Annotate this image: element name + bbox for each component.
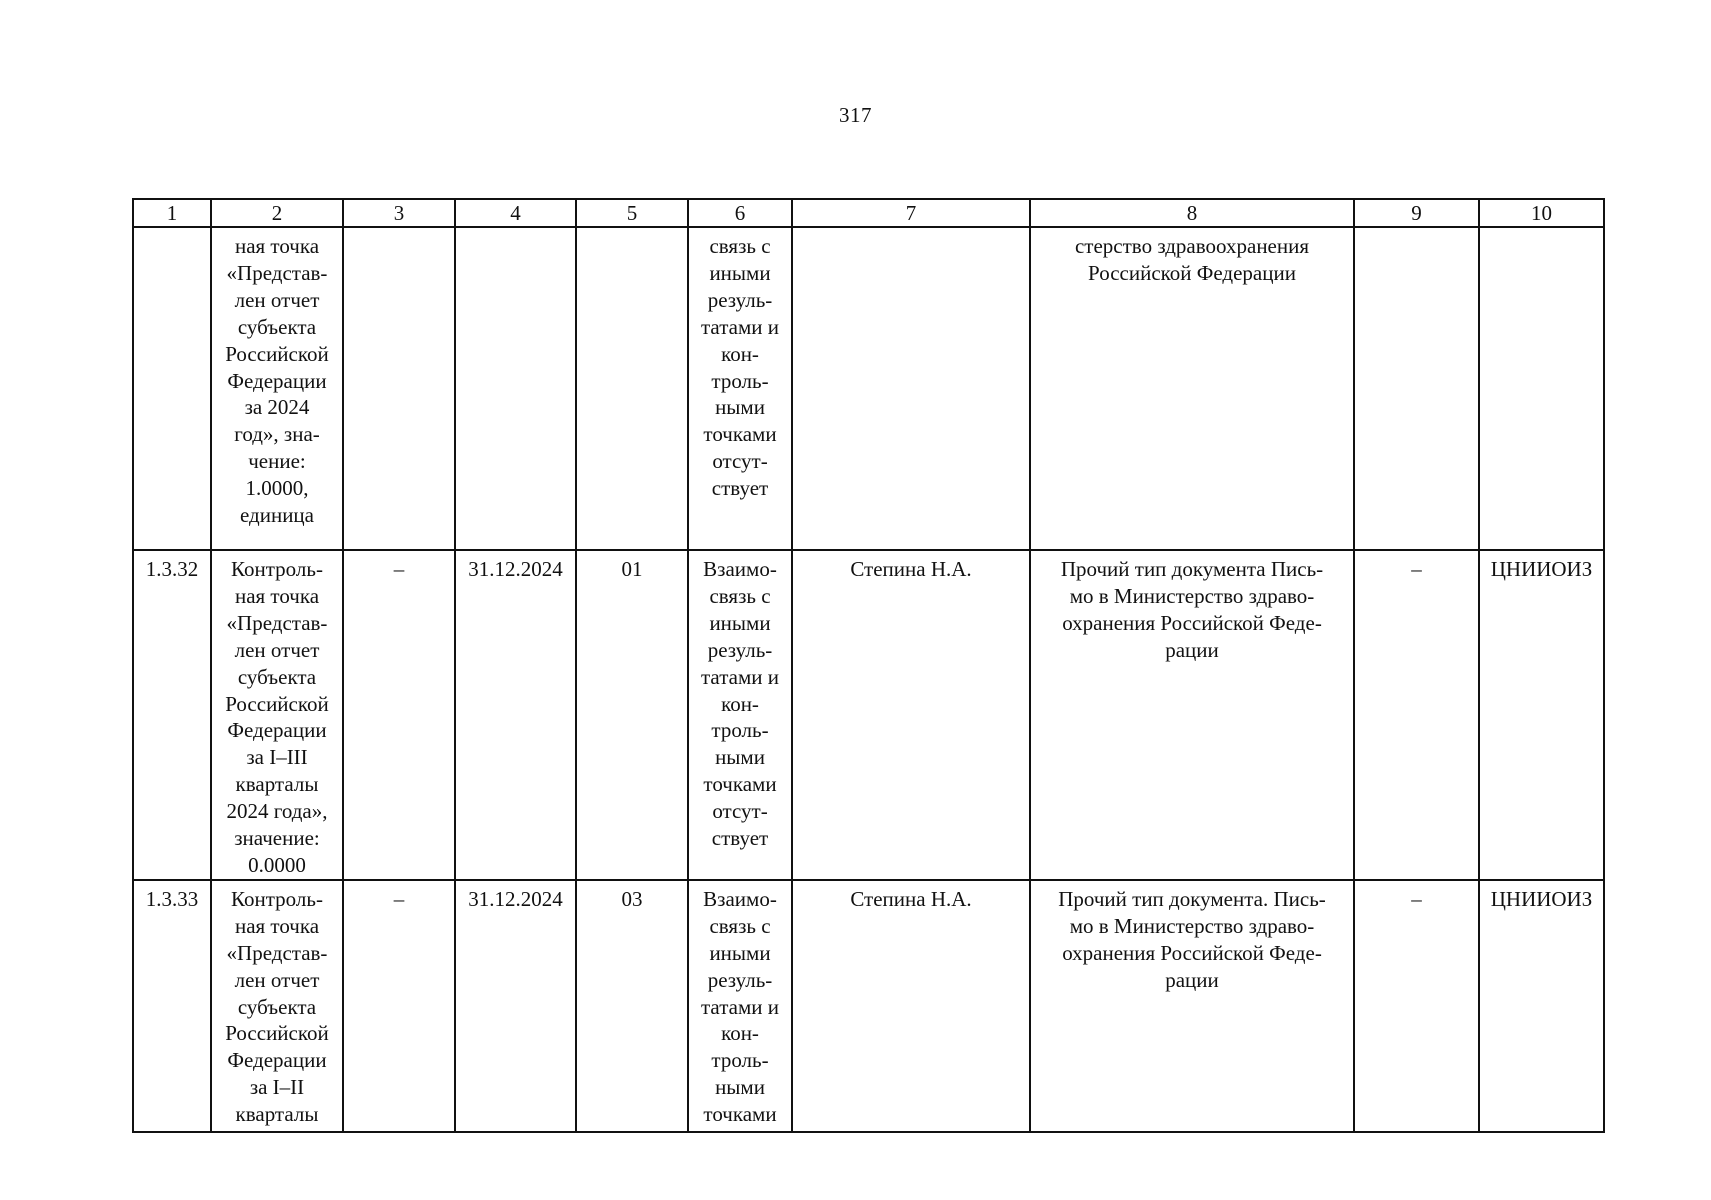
cell-name: Контроль- ная точка «Представ- лен отчет субъекта Российской Федерации за I–II кварталы	[211, 880, 343, 1132]
cell-responsible	[792, 227, 1030, 550]
cell-code: 01	[576, 550, 688, 880]
cell-col3: –	[343, 550, 455, 880]
cell-col9: –	[1354, 880, 1479, 1132]
cell-number: 1.3.32	[133, 550, 211, 880]
column-header-9: 9	[1354, 199, 1479, 227]
column-header-6: 6	[688, 199, 792, 227]
cell-responsible: Степина Н.А.	[792, 550, 1030, 880]
table-row	[133, 550, 1604, 880]
cell-code	[576, 227, 688, 550]
cell-date: 31.12.2024	[455, 880, 576, 1132]
cell-date: 31.12.2024	[455, 550, 576, 880]
document-table	[132, 198, 1605, 1133]
cell-code: 03	[576, 880, 688, 1132]
cell-number	[133, 227, 211, 550]
column-header-10: 10	[1479, 199, 1604, 227]
cell-document: Прочий тип документа. Пись- мо в Министерство здраво- охранения Российской Феде- рации	[1030, 880, 1354, 1132]
column-header-7: 7	[792, 199, 1030, 227]
cell-number: 1.3.33	[133, 880, 211, 1132]
cell-relation: Взаимо- связь с иными резуль- татами и кон- троль- ными точками	[688, 880, 792, 1132]
cell-name: Контроль- ная точка «Представ- лен отчет субъекта Российской Федерации за I–III кварталы 2024 года», значение: 0.0000	[211, 550, 343, 880]
cell-col3	[343, 227, 455, 550]
cell-organization: ЦНИИОИЗ	[1479, 880, 1604, 1132]
column-header-8: 8	[1030, 199, 1354, 227]
cell-responsible: Степина Н.А.	[792, 880, 1030, 1132]
cell-organization	[1479, 227, 1604, 550]
table-row	[133, 227, 1604, 550]
cell-relation: Взаимо- связь с иными резуль- татами и кон- троль- ными точками отсут- ствует	[688, 550, 792, 880]
cell-col9	[1354, 227, 1479, 550]
cell-organization: ЦНИИОИЗ	[1479, 550, 1604, 880]
column-header-5: 5	[576, 199, 688, 227]
table-row	[133, 880, 1604, 1132]
cell-name: ная точка «Представ- лен отчет субъекта Российской Федерации за 2024 год», зна- чение: 1.0000, единица	[211, 227, 343, 550]
column-header-4: 4	[455, 199, 576, 227]
column-header-1: 1	[133, 199, 211, 227]
cell-document: Прочий тип документа Пись- мо в Министерство здраво- охранения Российской Феде- рации	[1030, 550, 1354, 880]
cell-date	[455, 227, 576, 550]
cell-relation: связь с иными резуль- татами и кон- троль- ными точками отсут- ствует	[688, 227, 792, 550]
cell-col3: –	[343, 880, 455, 1132]
column-header-3: 3	[343, 199, 455, 227]
column-header-2: 2	[211, 199, 343, 227]
cell-col9: –	[1354, 550, 1479, 880]
header-row	[133, 199, 1604, 227]
cell-document: стерство здравоохранения Российской Федерации	[1030, 227, 1354, 550]
page-number: 317	[839, 103, 872, 127]
